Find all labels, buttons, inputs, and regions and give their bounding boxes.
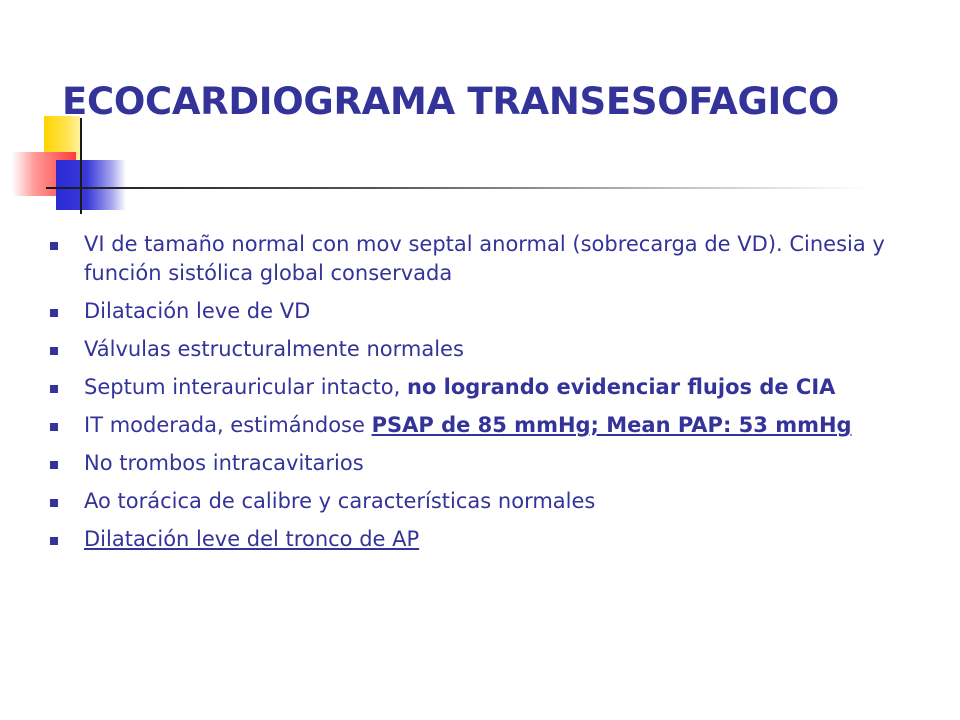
square-bullet-icon [50,347,58,355]
horizontal-rule [46,187,866,189]
bullet-item [48,230,888,288]
bullet-item [48,449,888,478]
bullet-item [48,525,888,554]
bullet-text-underlined: Dilatación leve del tronco de AP [84,527,420,551]
square-bullet-icon [50,423,58,431]
bullet-list [48,230,888,563]
bullet-text: IT moderada, estimándose [84,413,372,437]
square-bullet-icon [50,385,58,393]
bullet-item [48,297,888,326]
vertical-rule [80,118,82,214]
blue-square-decoration [56,160,126,210]
bullet-text: Septum interauricular intacto, [84,375,407,399]
bullet-text: VI de tamaño normal con mov septal anormal (sobrecarga de VD). Cinesia y función sistólica global conservada [84,232,885,285]
bullet-item [48,335,888,364]
slide-title: ECOCARDIOGRAMA TRANSESOFAGICO [62,80,839,123]
square-bullet-icon [50,461,58,469]
bullet-item [48,373,888,402]
square-bullet-icon [50,242,58,250]
square-bullet-icon [50,537,58,545]
bullet-emphasis: no logrando evidenciar flujos de CIA [406,375,836,399]
bullet-item [48,487,888,516]
bullet-text: Dilatación leve de VD [84,299,311,323]
bullet-text: Ao torácica de calibre y características normales [84,489,596,513]
bullet-item [48,411,888,440]
bullet-emphasis-underlined: PSAP de 85 mmHg; Mean PAP: 53 mmHg [371,413,852,437]
square-bullet-icon [50,309,58,317]
bullet-text: No trombos intracavitarios [84,451,364,475]
bullet-text: Válvulas estructuralmente normales [84,337,464,361]
square-bullet-icon [50,499,58,507]
